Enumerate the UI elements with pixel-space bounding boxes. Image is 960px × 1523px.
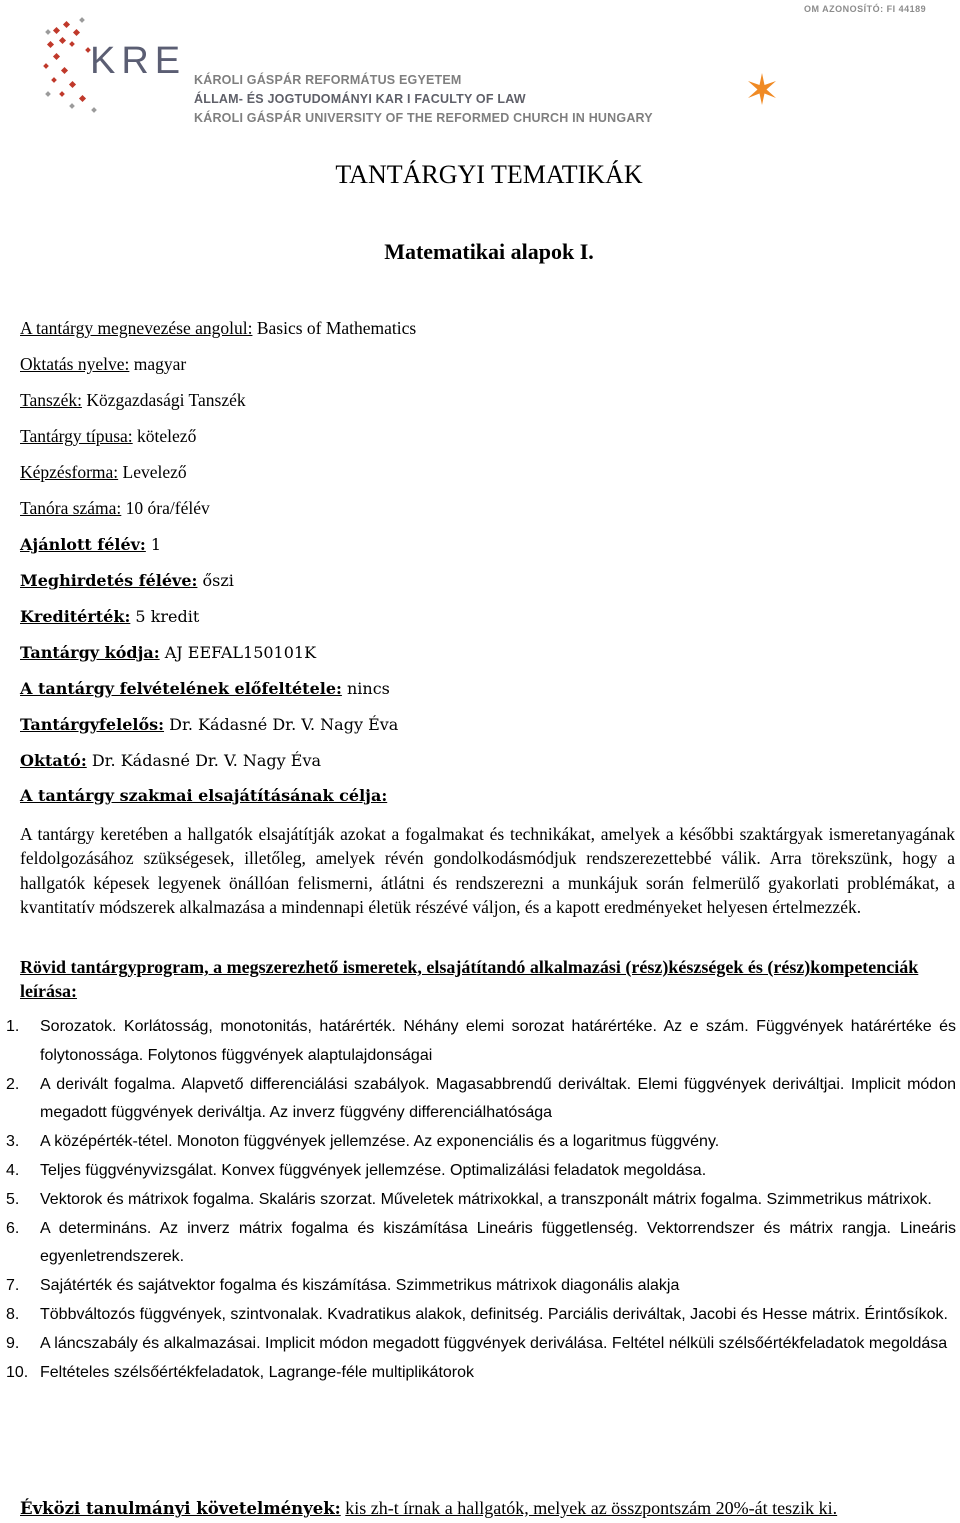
list-item-text: Feltételes szélsőértékfeladatok, Lagrange-féle multiplikátorok — [40, 1363, 475, 1381]
list-item — [6, 1157, 956, 1186]
list-item-text: Teljes függvényvizsgálat. Konvex függvények jellemzése. Optimalizálási feladatok megoldása. — [40, 1161, 707, 1179]
list-item — [6, 1301, 956, 1330]
info-value: Közgazdasági Tanszék — [81, 390, 246, 410]
list-item-number: 4. — [6, 1161, 20, 1179]
list-item-number: 9. — [6, 1334, 20, 1352]
university-logo-text: KRE — [90, 40, 187, 82]
info-row-credits — [20, 604, 955, 640]
info-label: Kreditérték: — [20, 607, 131, 626]
list-item-number: 8. — [6, 1305, 20, 1323]
om-id: OM AZONOSÍTÓ: FI 44189 — [804, 4, 927, 14]
list-item-number: 7. — [6, 1277, 20, 1295]
info-label: A tantárgy felvételének előfeltétele: — [20, 679, 342, 698]
info-row-english-name — [20, 316, 955, 352]
info-value: nincs — [341, 679, 390, 698]
university-english-name-line: KÁROLI GÁSPÁR UNIVERSITY OF THE REFORMED CHURCH IN HUNGARY — [194, 111, 653, 125]
requirements-line — [20, 1496, 955, 1521]
info-value: 1 — [145, 535, 162, 554]
university-name-block — [194, 71, 653, 128]
info-row-instructor — [20, 748, 955, 784]
list-item — [6, 1128, 956, 1157]
flame-star-icon — [745, 72, 779, 106]
info-row-lesson-count — [20, 496, 955, 532]
info-row-training-form — [20, 460, 955, 496]
info-row-recommended-semester — [20, 532, 955, 568]
aim-section-title: A tantárgy szakmai elsajátításának célja: — [20, 786, 388, 805]
info-value: 5 kredit — [130, 607, 200, 626]
list-item — [6, 1215, 956, 1273]
info-label: Tantárgy kódja: — [20, 643, 160, 662]
info-label: Oktató: — [20, 751, 87, 770]
info-value: őszi — [197, 571, 234, 590]
list-item-text: Sorozatok. Korlátosság, monotonitás, határérték. Néhány elemi sorozat határértéke. Az e szám. Függvények határértéke és folytonossága. Folytonos függvények alaptulajdonságai — [40, 1018, 956, 1064]
list-item-text: A középérték-tétel. Monoton függvények jellemzése. Az exponenciális és a logaritmus függvény. — [40, 1133, 720, 1151]
page-title: TANTÁRGYI TEMATIKÁK — [335, 160, 643, 189]
list-item-number: 2. — [6, 1075, 20, 1093]
list-item — [6, 1272, 956, 1301]
info-label: Tantárgyfelelős: — [20, 715, 165, 734]
program-section-title: Rövid tantárgyprogram, a megszerezhető ismeretek, elsajátítandó alkalmazási (rész)készségek és (rész)kompetenciák leírása: — [20, 957, 919, 1001]
list-item-text: A derivált fogalma. Alapvető differenciálási szabályok. Magasabbrendű deriváltak. Elemi függvények deriváltjai. Implicit módon megadott függvények deriváltja. Az inverz függvény differenciálhatósága — [40, 1075, 956, 1122]
info-label: Meghirdetés féléve: — [20, 571, 198, 590]
list-item — [6, 1330, 956, 1359]
list-item-text: Többváltozós függvények, szintvonalak. Kvadratikus alakok, definitség. Parciális deriváltak, Jacobi és Hesse mátrix. Érintősíkok. — [40, 1305, 948, 1323]
list-item — [6, 1359, 956, 1388]
aim-paragraph: A tantárgy keretében a hallgatók elsajátítják azokat a fogalmakat és technikákat, amelyek a későbbi szaktárgyak ismeretanyagának feldolgozásához szükségesek, illetőleg, amelyek révén gondolkodásmódjuk rendszerezettebbé válik. Arra törekszünk, hogy a hallgatók képesek legyenek önállóan felismerni, átlátni és rendszerezni a munkájuk során felmerülő gyakorlati problémákat, a kvantitatív módszerek alkalmazása a mindennapi életük részévé váljon, és a kapott eredményeket helyesen értelmezzék. — [20, 824, 955, 918]
info-label: Ajánlott félév: — [20, 535, 146, 554]
list-item — [6, 1186, 956, 1215]
program-list — [6, 1013, 956, 1387]
info-label: Tantárgy típusa: — [20, 426, 133, 446]
info-value: Dr. Kádasné Dr. V. Nagy Éva — [86, 751, 322, 770]
list-item-number: 5. — [6, 1190, 20, 1208]
course-title: Matematikai alapok I. — [384, 239, 594, 264]
course-info-list — [20, 316, 955, 808]
info-value: Dr. Kádasné Dr. V. Nagy Éva — [164, 715, 399, 734]
info-label: Oktatás nyelve: — [20, 354, 130, 374]
info-label: A tantárgy megnevezése angolul: — [20, 318, 253, 338]
info-label: Tanszék: — [20, 390, 82, 410]
info-row-course-code — [20, 640, 955, 676]
list-item-number: 6. — [6, 1219, 20, 1237]
list-item-number: 10. — [6, 1363, 29, 1381]
list-item-text: Sajátérték és sajátvektor fogalma és kiszámítása. Szimmetrikus mátrixok diagonális alakja — [40, 1277, 680, 1295]
info-row-prerequisite — [20, 676, 955, 712]
info-row-course-responsible — [20, 712, 955, 748]
info-row-announcement-semester — [20, 568, 955, 604]
info-label: Tanóra száma: — [20, 498, 122, 518]
list-item-number: 1. — [6, 1018, 20, 1035]
info-value: kötelező — [132, 426, 197, 446]
info-value: magyar — [129, 354, 187, 374]
info-row-course-type — [20, 424, 955, 460]
list-item-text: Vektorok és mátrixok fogalma. Skaláris szorzat. Műveletek mátrixokkal, a transzponált mátrix fogalma. Szimmetrikus mátrixok. — [40, 1190, 932, 1208]
faculty-name-line: ÁLLAM- ÉS JOGTUDOMÁNYI KAR I FACULTY OF LAW — [194, 92, 526, 106]
list-item — [6, 1071, 956, 1129]
info-value: Basics of Mathematics — [252, 318, 417, 338]
list-item-text: A láncszabály és alkalmazásai. Implicit módon megadott függvények deriválása. Feltétel nélküli szélsőértékfeladatok megoldása — [40, 1334, 948, 1352]
info-value: AJ EEFAL150101K — [159, 643, 317, 662]
list-item — [6, 1013, 956, 1071]
info-row-department — [20, 388, 955, 424]
list-item-number: 3. — [6, 1133, 20, 1151]
list-item-text: A determináns. Az inverz mátrix fogalma és kiszámítása Lineáris függetlenség. Vektorrendszer és mátrix rangja. Lineáris egyenletrendszerek. — [40, 1219, 956, 1266]
requirements-value: kis zh-t írnak a hallgatók, melyek az összpontszám 20%-át teszik ki. — [345, 1498, 838, 1518]
info-row-language — [20, 352, 955, 388]
info-value: 10 óra/félév — [121, 498, 210, 518]
university-name-line: KÁROLI GÁSPÁR REFORMÁTUS EGYETEM — [194, 73, 462, 87]
info-label: Képzésforma: — [20, 462, 119, 482]
info-value: Levelező — [118, 462, 187, 482]
requirements-label: Évközi tanulmányi követelmények: — [20, 1499, 341, 1518]
